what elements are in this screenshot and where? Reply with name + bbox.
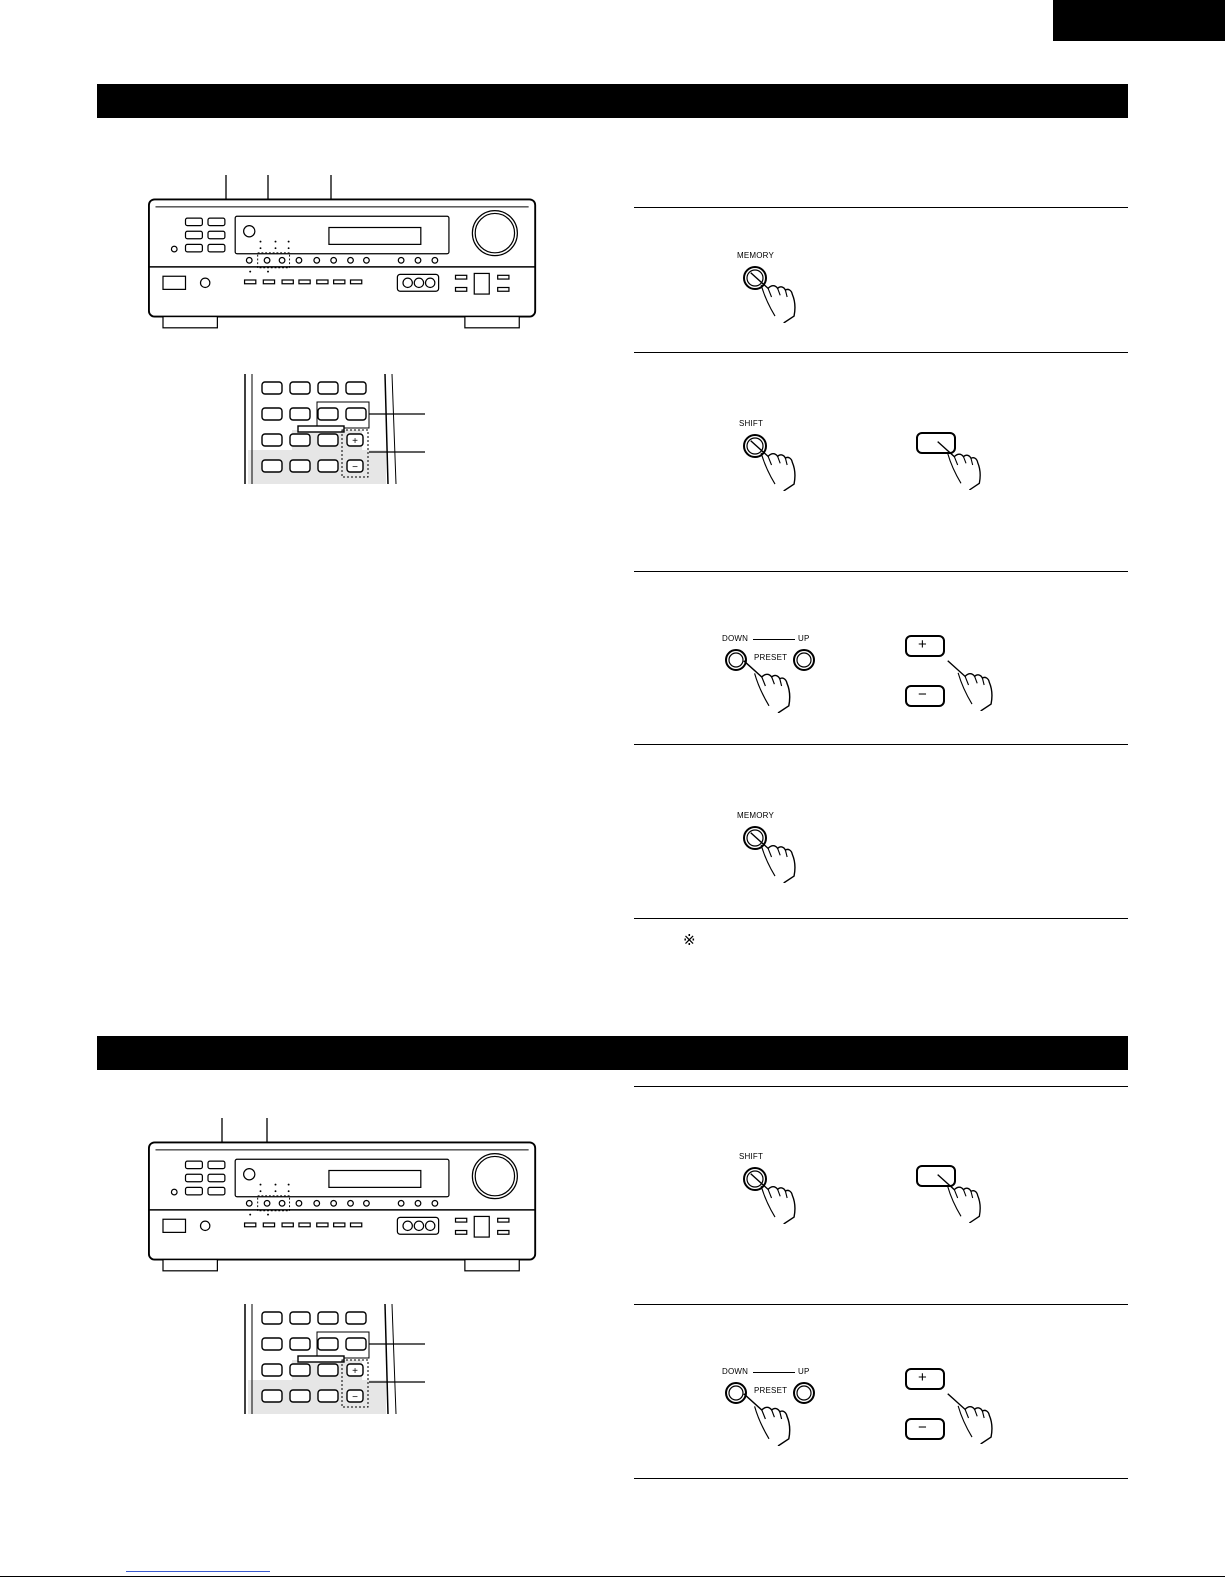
shift-button-illustration <box>735 419 815 494</box>
shift-label: SHIFT <box>739 1152 764 1161</box>
preset-label: PRESET <box>754 1386 788 1395</box>
hand-press-icon <box>712 1378 830 1446</box>
preset-label: PRESET <box>754 653 788 662</box>
step-divider <box>634 571 1128 572</box>
hand-press-icon <box>735 261 815 326</box>
preset-buttons-illustration <box>712 1366 830 1446</box>
plus-symbol: + <box>918 636 927 653</box>
footer-link-underline[interactable] <box>126 1571 270 1572</box>
shift-button-illustration <box>735 1152 815 1227</box>
step-divider <box>634 207 1128 208</box>
step-divider <box>634 1304 1128 1305</box>
shift-label: SHIFT <box>739 419 764 428</box>
section-header-bar <box>97 1036 1128 1070</box>
note-mark: ※ <box>683 932 696 949</box>
hand-press-icon <box>735 821 815 886</box>
remote-key-press-icon <box>912 1163 992 1228</box>
remote-key-press-icon <box>912 430 992 495</box>
memory-button-illustration <box>735 251 815 326</box>
remote-control-illustration <box>230 372 430 492</box>
hand-press-icon <box>735 429 815 494</box>
hand-press-icon <box>735 1162 815 1227</box>
memory-label: MEMORY <box>737 811 775 820</box>
memory-button-illustration <box>735 811 815 886</box>
section-header-bar <box>97 84 1128 118</box>
receiver-front-panel-illustration <box>133 1118 553 1283</box>
minus-symbol: − <box>918 686 927 703</box>
plus-symbol: + <box>918 1369 927 1386</box>
page-corner-tab <box>1053 0 1225 41</box>
footer-rule <box>0 1576 1225 1577</box>
receiver-front-panel-illustration <box>133 175 553 340</box>
step-divider <box>634 1478 1128 1479</box>
hand-press-icon <box>712 645 830 713</box>
down-label: DOWN <box>722 634 749 643</box>
memory-label: MEMORY <box>737 251 775 260</box>
step-divider <box>634 744 1128 745</box>
down-label: DOWN <box>722 1367 749 1376</box>
remote-control-illustration <box>230 1302 430 1422</box>
up-label: UP <box>798 1367 810 1376</box>
preset-buttons-illustration <box>712 633 830 713</box>
step-divider <box>634 352 1128 353</box>
step-divider <box>634 918 1128 919</box>
minus-symbol: − <box>918 1419 927 1436</box>
remote-plus-minus-press-icon <box>902 633 1002 713</box>
remote-plus-minus-press-icon <box>902 1366 1002 1446</box>
up-label: UP <box>798 634 810 643</box>
step-divider <box>634 1086 1128 1087</box>
